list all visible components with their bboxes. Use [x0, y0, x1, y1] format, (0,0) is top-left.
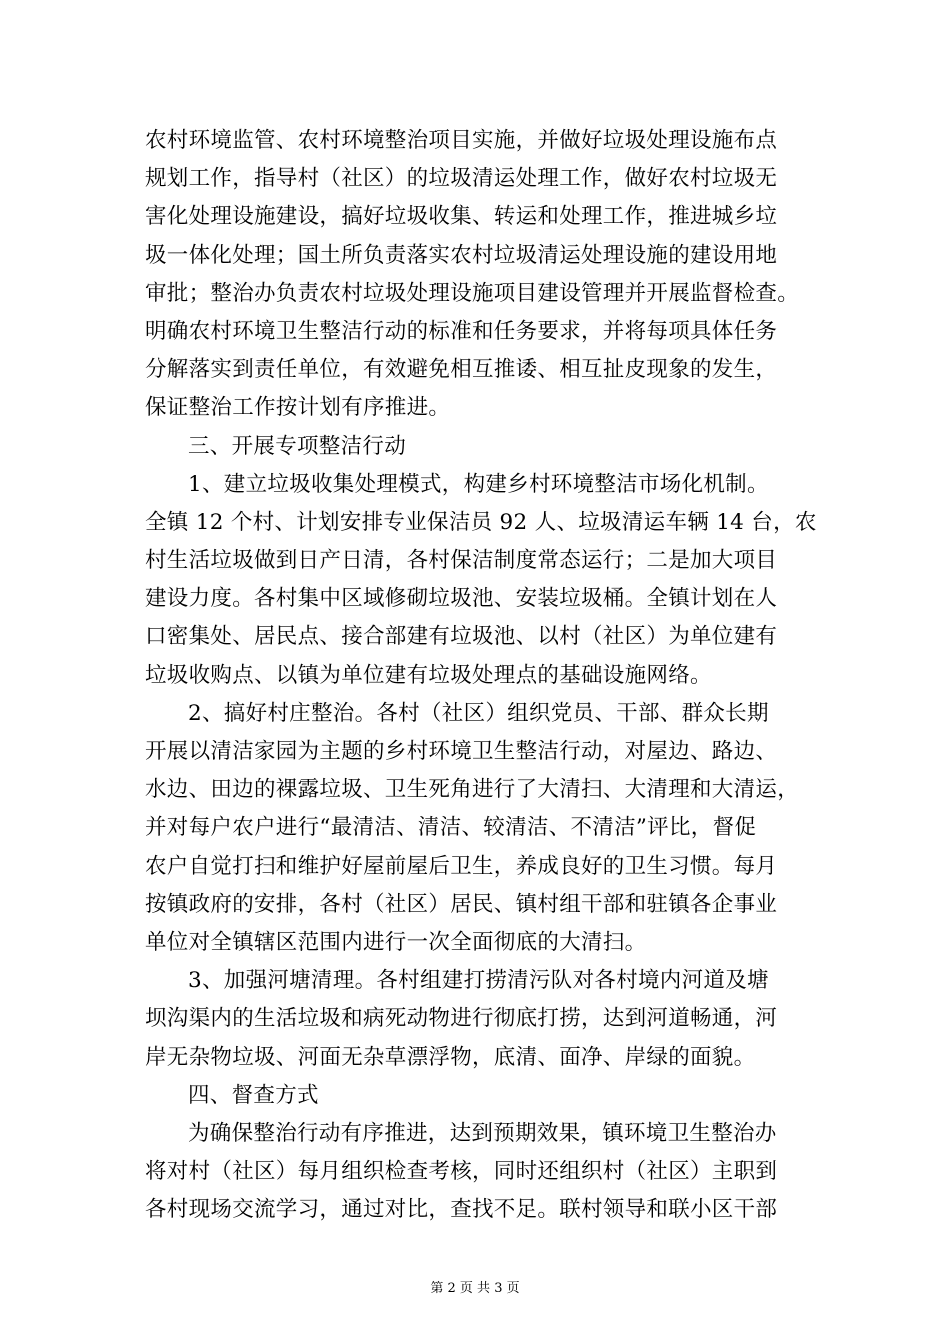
- text-line: 岸无杂物垃圾、河面无杂草漂浮物，底清、面净、岸绿的面貌。: [145, 1044, 756, 1070]
- text-line: 1、建立垃圾收集处理模式，构建乡村环境整洁市场化机制。: [188, 471, 769, 497]
- text-line: 口密集处、居民点、接合部建有垃圾池、以村（社区）为单位建有: [145, 624, 778, 650]
- text-line: 单位对全镇辖区范围内进行一次全面彻底的大清扫。: [145, 929, 647, 955]
- text-line: 3、加强河塘清理。各村组建打捞清污队对各村境内河道及塘: [188, 968, 769, 994]
- text-line: 垃圾收购点、以镇为单位建有垃圾处理点的基础设施网络。: [145, 662, 712, 688]
- text-line: 审批；整治办负责农村垃圾处理设施项目建设管理并开展监督检查。: [145, 280, 800, 306]
- text-line: 分解落实到责任单位，有效避免相互推诿、相互扯皮现象的发生，: [145, 357, 778, 383]
- text-line: 全镇 12 个村、计划安排专业保洁员 92 人、垃圾清运车辆 14 台，农: [145, 509, 817, 535]
- text-line: 2、搞好村庄整治。各村（社区）组织党员、干部、群众长期: [188, 700, 769, 726]
- text-line: 开展以清洁家园为主题的乡村环境卫生整洁行动，对屋边、路边、: [145, 739, 778, 764]
- text-line: 规划工作，指导村（社区）的垃圾清运处理工作，做好农村垃圾无: [145, 166, 778, 192]
- text-line: 建设力度。各村集中区域修砌垃圾池、安装垃圾桶。全镇计划在人: [145, 586, 778, 612]
- text-line: 按镇政府的安排，各村（社区）居民、镇村组干部和驻镇各企事业: [145, 891, 778, 917]
- text-line: 保证整治工作按计划有序推进。: [145, 395, 451, 421]
- text-line: 水边、田边的裸露垃圾、卫生死角进行了大清扫、大清理和大清运，: [145, 777, 800, 803]
- section-heading-3: 三、开展专项整洁行动: [188, 433, 407, 459]
- text-line: 将对村（社区）每月组织检查考核，同时还组织村（社区）主职到: [145, 1159, 778, 1185]
- text-line: 农户自觉打扫和维护好屋前屋后卫生，养成良好的卫生习惯。每月: [145, 853, 778, 879]
- text-line: 明确农村环境卫生整洁行动的标准和任务要求，并将每项具体任务: [145, 318, 778, 344]
- text-line: 为确保整治行动有序推进，达到预期效果，镇环境卫生整治办: [188, 1120, 777, 1146]
- section-heading-4: 四、督查方式: [188, 1082, 319, 1108]
- page-number-footer: 第 2 页 共 3 页: [430, 1281, 520, 1296]
- text-line: 并对每户农户进行“最清洁、清洁、较清洁、不清洁”评比，督促: [145, 815, 757, 841]
- text-line: 各村现场交流学习，通过对比，查找不足。联村领导和联小区干部: [145, 1197, 778, 1223]
- text-line: 农村环境监管、农村环境整治项目实施，并做好垃圾处理设施布点: [145, 128, 778, 153]
- text-line: 村生活垃圾做到日产日清，各村保洁制度常态运行；二是加大项目: [145, 548, 778, 574]
- text-line: 害化处理设施建设，搞好垃圾收集、转运和处理工作，推进城乡垃: [145, 204, 778, 230]
- body-text: [145, 122, 835, 1229]
- text-line: 圾一体化处理；国土所负责落实农村垃圾清运处理设施的建设用地: [145, 242, 778, 268]
- text-line: 坝沟渠内的生活垃圾和病死动物进行彻底打捞，达到河道畅通，河: [145, 1006, 778, 1032]
